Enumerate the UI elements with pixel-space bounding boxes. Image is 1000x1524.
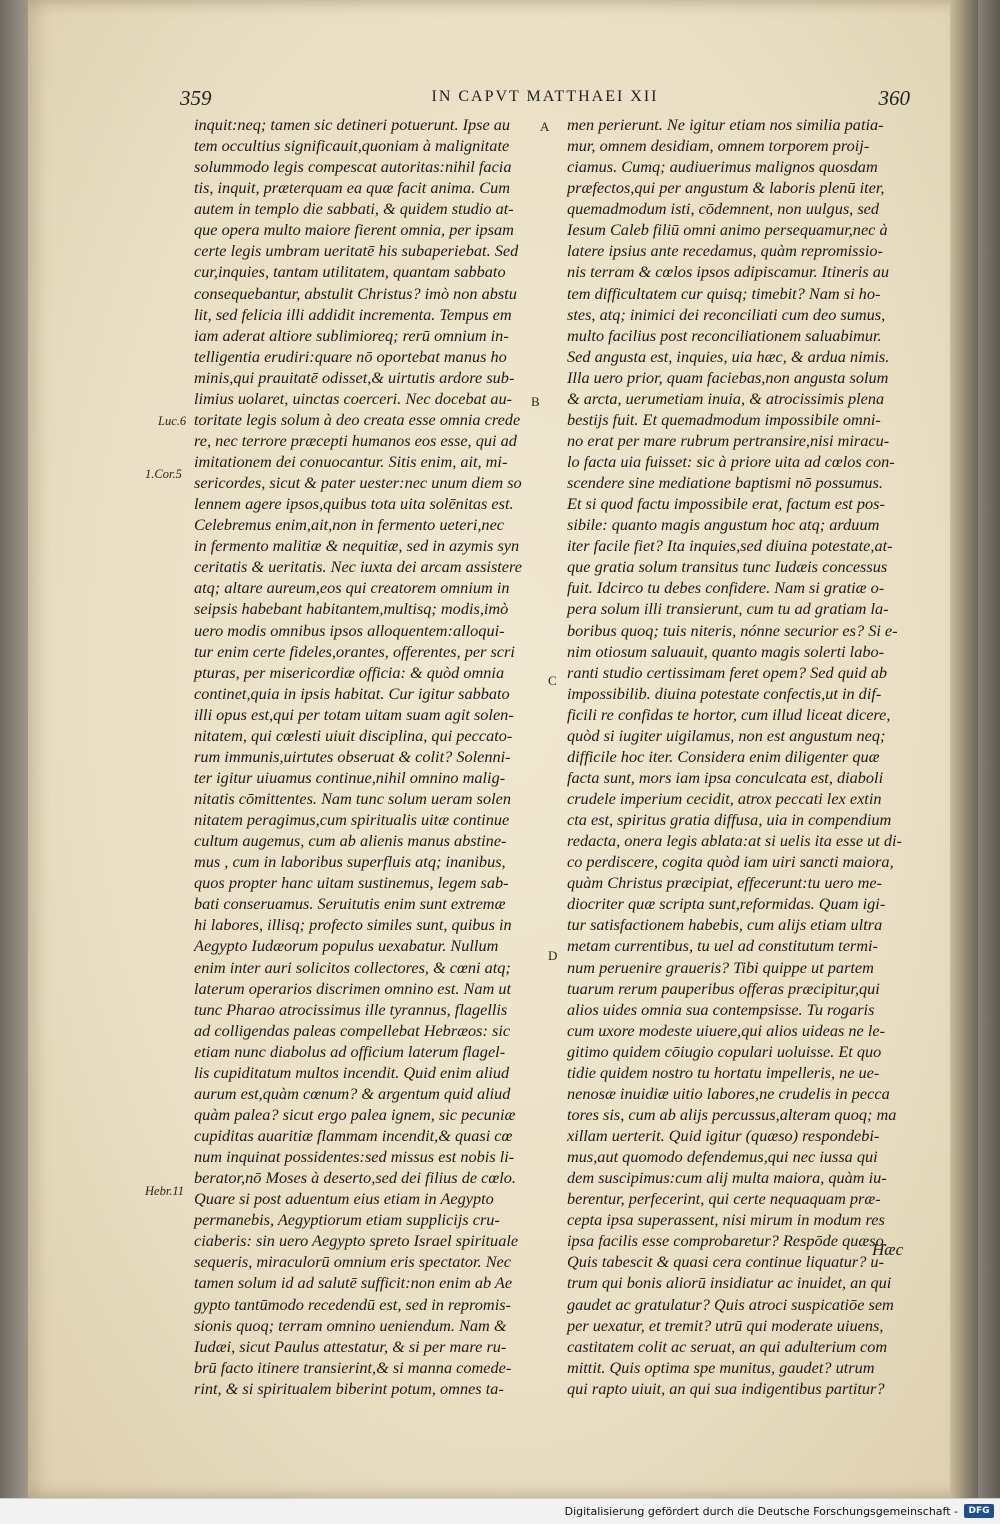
text-line: aurum est,quàm cœnum? & argentum quid aliud [194,1083,511,1103]
text-line: præfectos,qui per angustum & laboris plenū iter, [567,178,885,198]
text-line: tunc Pharao atrocissimus ille tyrannus, flagellis [194,999,508,1019]
text-line: boribus quoq; tuis niteris, nónne securior es? Si e- [567,620,898,640]
text-line: castitatem colit ac seruat, an qui adulterium com [567,1336,888,1356]
text-line: quos propter hanc uitam sustinemus, legem sab- [194,873,509,893]
text-line: cepta ipsa superassent, nisi mirum in modum res [567,1210,885,1230]
text-line: in fermento malitiæ & nequitiæ, sed in azymis syn [194,536,520,556]
text-line: enim inter auri solicitos collectores, & cœni atq; [194,957,511,977]
margin-note-hebr: Hebr.11 [145,1184,185,1198]
text-line: impossibilib. diuina potestate confectis,ut in dif- [567,683,882,703]
text-line: consequebantur, abstulit Christus? imò non abstu [194,283,517,303]
text-line: lis cupiditatum multos incendit. Quid enim aliud [194,1062,510,1082]
text-line: continet,quia in ipsis habitat. Cur igitur sabbato [194,683,510,703]
text-line: que gratia solum transitus tunc Iudæis concessus [567,557,888,577]
text-line: iam aderat altiore sublimioreq; rerū omnium in- [194,325,509,345]
text-line: tem difficultatem cur quisq; timebit? Nam si ho- [567,283,881,303]
text-line: nis terram & cœlos ipsos adipiscamur. Itineris au [567,262,890,282]
text-line: diocriter quæ scripta sunt,reformidas. Quam igi- [567,894,886,914]
section-letter-b: B [531,394,540,409]
dfg-logo-icon: DFG [964,1504,994,1518]
text-line: stes, atq; inimici dei reconciliati cum deo sumus, [567,304,886,324]
text-line: gitimo quidem cōiugio copulari uoluisse. Et quo [567,1041,882,1061]
text-line: re, nec terrore præcepti humanos eos esse, qui ad [194,430,517,450]
text-line: quàm palea? sicut ergo palea ignem, sic pecuniæ [194,1104,516,1124]
text-line: mus,aut quomodo defendemus,qui nec iussa qui [567,1147,878,1167]
text-line: bestijs fuit. Et quemadmodum impossibile omni- [567,409,881,429]
text-line: tamen solum id ad salutē sufficit:non enim ab Ae [194,1273,513,1293]
text-line: Quare si post aduentum eius etiam in Aegypto [194,1189,494,1209]
text-line: metam currentibus, tu uel ad constitutum termi- [567,936,878,956]
text-line: quàm Christus præcipiat, effecerunt:tu uero me- [567,873,883,893]
running-title: IN CAPVT MATTHAEI XII [431,88,659,105]
text-line: minis,qui prauitatē odisset,& uirtutis ardore sub- [194,367,515,387]
text-line: nim otiosum saluauit, quanto magis solerti labo- [567,641,885,661]
text-line: Quis tabescit & quasi cera continue liquatur? u- [567,1252,884,1272]
text-line: tem occultius significauit,quoniam à malignitate [194,136,510,156]
text-line: que opera multo maiore fierent omnia, per ipsam [194,220,514,240]
text-line: rint, & si spiritualem biberint potum, omnes ta- [194,1378,504,1398]
text-line: mittit. Quis optima spe munitus, gaudet? utrum [567,1357,875,1377]
text-line: ranti studio certissimam feret opem? Sed quid ab [567,662,888,682]
text-line: sequeris, miraculorū omnium eris spectator. Nec [194,1252,512,1272]
text-line: sibile: quanto magis angustum hoc atq; arduum [567,515,880,535]
text-line: sionis quoq; terram omnino ueniendum. Nam & [194,1315,507,1335]
text-line: ficili re confidas te hortor, cum illud liceat dicere, [567,704,891,724]
text-line: ciaberis: sin uero Aegypto spreto Israel spirituale [194,1231,519,1251]
text-line: mur, omnem desidiam, omnem torporem proij- [567,136,870,156]
text-line: inquit:neq; tamen sic detineri potuerunt. Ipse au [194,115,511,134]
text-line: berentur, perfecerint, qui certe nequaquam præ- [567,1189,881,1209]
text-line: tores sis, cum ab alijs percussus,alteram quoq; ma [567,1104,897,1124]
text-line: Aegypto Iudæorum populus uexabatur. Nullum [194,936,499,956]
text-line: nitatem peragimus,cum spiritualis uitæ continue [194,810,510,830]
funding-notice: Digitalisierung gefördert durch die Deutsche Forschungsgemeinschaft - [564,1505,958,1518]
text-line: difficile hoc iter. Considera enim diligenter quæ [567,746,880,766]
section-letter-a: A [540,119,550,134]
margin-note-luc: Luc.6 [158,414,187,428]
text-line: mus , cum in laboribus superfluis atq; inanibus, [194,852,506,872]
text-line: tis, inquit, præterquam ea quæ facit anima. Cum [194,178,510,198]
text-line: permanebis, Aegyptiorum etiam supplicijs cru- [194,1210,500,1230]
text-line: Illa uero prior, quam faciebas,non angusta solum [567,367,889,387]
text-line: pera solum illi transierunt, cum tu ad gratiam la- [567,599,889,619]
text-line: quemadmodum isti, cōdemnent, non uulgus, sed [567,199,880,219]
text-line: & arcta, uerumetiam inuia, & atrocissimis plena [567,388,885,408]
text-line: tidie quidem nostro tu hortatu impelleris, ne ue- [567,1062,880,1082]
text-line: iter facile fiet? Ita inquies,sed diuina potestate,at- [567,536,893,556]
text-line: Iudæi, sicut Paulus attestatur, & si per mare ru- [194,1336,507,1356]
text-line: rum immunis,uirtutes obseruat & colit? Solenni- [194,746,511,766]
text-line: imitationem dei conuocantur. Sitis enim, ait, mi- [194,452,508,471]
text-line: laterum operarios discrimen omnino est. Nam ut [194,978,512,998]
text-line: Celebremus enim,ait,non in fermento ueteri,nec [194,515,505,535]
text-line: multo facilius post reconciliationem saluabimur. [567,325,882,345]
text-line: no erat per mare rubrum pertransire,nisi miracu- [567,430,890,450]
text-line: pturas, per misericordiæ officia: & quòd omnia [194,662,505,682]
catchword: Hæc [872,1240,904,1259]
text-line: autem in templo die sabbati, & quidem studio at- [194,199,514,219]
margin-note-cor: 1.Cor.5 [145,467,182,481]
text-line: Sed angusta est, inquies, uia hæc, & ardua nimis. [567,346,890,366]
page-edge-shadow [950,0,978,1498]
text-line: cum uxore modeste uiuere,qui alios uideas ne le- [567,1020,886,1040]
text-line: trum qui bonis aliorū insidiatur ac inuidet, an qui [567,1273,892,1293]
running-head [180,86,910,116]
text-line: etiam nunc diabolus ad officium laterum flagel- [194,1041,506,1061]
footer-bar [0,1498,1000,1524]
text-line: ciamus. Cumq; audiuerimus malignos quosdam [567,157,878,177]
text-line: dem suscipimus:cum alij multa maiora, quàm iu- [567,1168,887,1188]
text-line: redacta, onera legis ablata:at si uelis ita esse ut di- [567,831,902,851]
text-line: num peruenire graueris? Tibi quippe ut partem [567,957,874,977]
text-line: gaudet ac gratulatur? Quis atroci suspicatiōe sem [567,1294,894,1314]
right-text-column [567,114,917,1399]
text-line: illi opus est,qui per totam uitam suam agit solen- [194,704,514,724]
text-line: certe legis umbram ueritatē his subaperiebat. Sed [194,241,519,261]
text-line: limius uolaret, uinctas coerceri. Nec docebat au- [194,388,513,408]
text-line: cupiditas auaritiæ flammam incendit,& quasi cœ [194,1126,513,1145]
text-line: cultum augemus, cum ab alienis manus abstine- [194,831,507,851]
text-line: co perdiscere, cogita quòd iam uiri sancti maiora, [567,852,894,872]
text-line: crudele imperium cecidit, atrox peccati lex extin [567,789,882,808]
text-line: men perierunt. Ne igitur etiam nos similia patia- [567,115,884,134]
text-line: ter igitur uiuamus continue,nihil omnino malig- [194,767,506,787]
text-line: nitatis cōmittentes. Nam tunc solum ueram solen [194,789,512,808]
section-letter-c: C [548,673,557,688]
text-line: fuit. Idcirco tu debes confidere. Nam si gratiæ o- [567,578,885,598]
text-line: tuarum rerum pauperibus offeras præcipitur,qui [567,978,880,998]
text-line: num inquinat possidentes:sed missus est nobis li- [194,1147,515,1167]
text-line: qui rapto uiuit, an qui sua indigentibus partitur? [567,1378,885,1398]
text-line: telligentia erudiri:quare nō oportebat manus ho [194,346,507,366]
folio-left: 359 [180,86,212,110]
text-line: facta sunt, mors iam ipsa conculcata est, diaboli [567,767,884,787]
text-line: cur,inquies, tantam utilitatem, quantam sabbato [194,262,506,282]
text-line: ipsa facilis esse comprobaretur? Respōde quæso. [567,1231,888,1251]
left-text-column [194,114,544,1399]
folio-right: 360 [878,86,910,110]
text-line: nenosæ inuidiæ uitio labores,ne crudelis in pecca [567,1083,890,1103]
text-line: atq; altare aureum,eos qui creatorem omnium in [194,578,510,598]
text-line: toritate legis solum à deo creata esse omnia crede [194,409,521,429]
text-line: Et si quod factu impossibile erat, factum est pos- [567,494,885,514]
text-line: tur satisfactionem habebis, cum alijs etiam ultra [567,915,883,935]
text-line: alios uides omnia sua contempsisse. Tu rogaris [567,999,875,1019]
text-line: lennem agere ipsos,quibus tota uita solēnitas est. [194,494,514,514]
text-line: gypto tantūmodo recedendū est, sed in repromis- [194,1294,511,1314]
text-line: Iesum Caleb filiū omni animo persequamur,nec à [567,220,888,240]
text-line: scendere sine mediatione baptismi nō possumus. [567,473,883,493]
text-line: sericordes, sicut & pater uester:nec unum diem so [194,473,522,493]
text-line: berator,nō Moses à deserto,sed dei filius de cœlo. [194,1168,516,1188]
text-line: hi labores, illisq; profecto similes sunt, quibus in [194,915,512,935]
text-line: cta est, spiritus gratia diffusa, uia in compendium [567,810,892,830]
text-line: lo facta uia fuisset: sic à priore uita ad cœlos con- [567,452,895,471]
text-line: uero modis omnibus ipsos alloquentem:alloqui- [194,620,505,640]
text-line: bati conseruamus. Seruitutis enim sunt extremæ [194,894,506,914]
text-line: brū facto itinere transierint,& si manna comede- [194,1357,512,1377]
text-line: ad colligendas paleas compellebat Hebræos: sic [194,1020,511,1040]
text-line: latere ipsius ante recedamus, quàm repromissio- [567,241,883,261]
text-line: quòd si iugiter uigilamus, non est angustum neq; [567,725,886,745]
text-line: lit, sed felicia illi addidit incrementa. Tempus em [194,304,512,324]
text-line: nitatem, qui cœlesti uiuit disciplina, qui peccato- [194,725,513,745]
text-line: xillam uerterit. Quid igitur (quæso) respondebi- [567,1126,880,1145]
section-letter-d: D [548,948,558,963]
text-line: per uexatur, et tremit? utrū qui moderate uiuens, [567,1315,884,1335]
text-line: solummodo legis compescat autoritas:nihil facia [194,157,512,177]
text-line: tur enim certe fideles,orantes, offerentes, per scri [194,641,515,661]
text-line: ceritatis & ueritatis. Nec iuxta dei arcam assistere [194,557,522,577]
text-line: seipsis habebant habitantem,multisq; modis,imò [194,599,509,619]
